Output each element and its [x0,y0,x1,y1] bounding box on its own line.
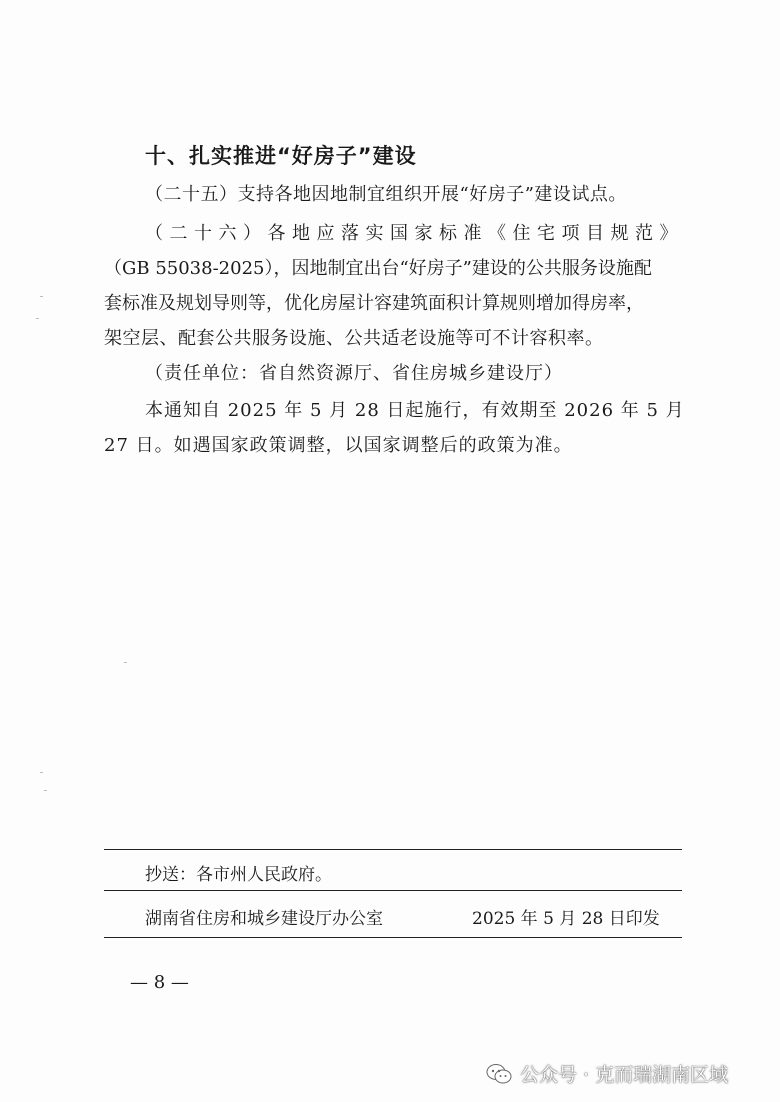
scan-speck [44,790,47,791]
paragraph-line-3: （GB 55038-2025），因地制宜出台“好房子”建设的公共服务设施配 [104,258,652,279]
responsible-units-line: （责任单位：省自然资源厅、省住房城乡建设厅） [145,363,563,384]
scan-speck [40,772,43,773]
cc-line: 抄送：各市州人民政府。 [145,865,332,885]
divider-middle [104,890,682,891]
paragraph-line-5: 架空层、配套公共服务设施、公共适老设施等可不计容积率。 [104,328,604,349]
paragraph-line-1: （二十五）支持各地因地制宜组织开展“好房子”建设试点。 [145,184,627,205]
section-heading: 十、扎实推进“好房子”建设 [145,144,417,168]
wechat-icon [486,1063,512,1085]
wechat-watermark [486,1060,728,1087]
issuer-name: 湖南省住房和城乡建设厅办公室 [145,909,383,929]
effective-date-line-2: 27 日。如遇国家政策调整，以国家调整后的政策为准。 [104,435,573,456]
paragraph-line-4: 套标准及规划导则等，优化房屋计容建筑面积计算规则增加得房率， [104,293,644,314]
divider-top [104,849,682,850]
divider-bottom [104,937,682,938]
effective-date-line-1: 本通知自 2025 年 5 月 28 日起施行，有效期至 2026 年 5 月 [145,400,685,421]
issue-date: 2025 年 5 月 28 日印发 [472,909,660,929]
watermark-text: 公众号 · 克而瑞湖南区域 [520,1064,729,1086]
scan-speck [124,662,127,663]
paragraph-line-2: （二十六）各地应落实国家标准《住宅项目规范》 [145,223,684,244]
scan-speck [36,318,39,319]
page-number: — 8 — [130,972,189,993]
scan-speck [40,296,43,297]
